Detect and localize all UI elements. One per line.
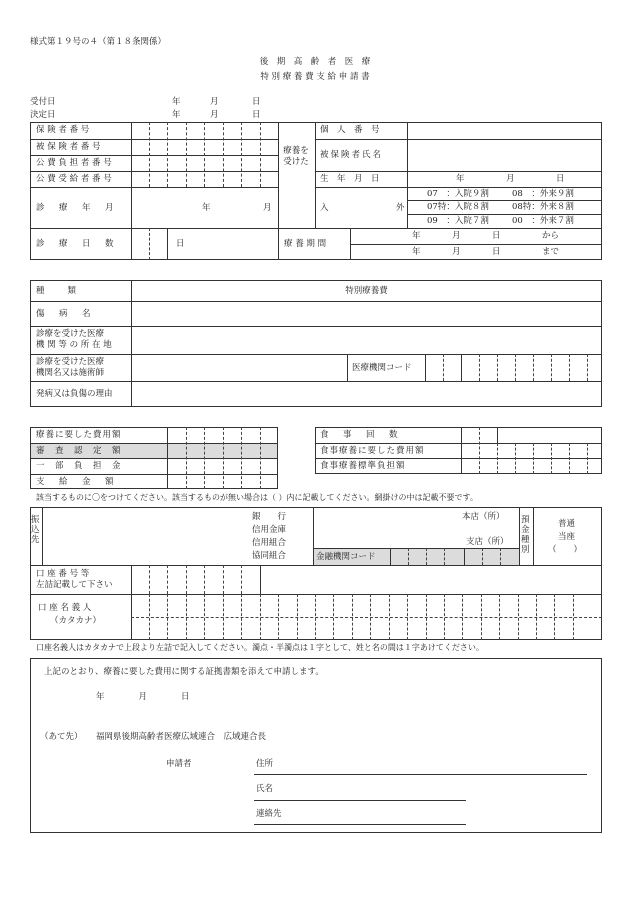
deposit-other[interactable]: （ ） <box>548 545 583 555</box>
katakana-note: 口座名義人はカタカナで上段より左詰で記入してください。濁点・半濁点は１字として、姓と名の間は１字あけてください。 <box>36 643 484 652</box>
account-holder-label-1: 口 座 名 義 人 <box>38 603 92 613</box>
meal-cost-label: 食事療養に要した費用額 <box>320 446 425 456</box>
exam-days-unit: 日 <box>176 239 185 249</box>
decided-month: 月 <box>210 110 219 120</box>
clinic-name-label-1: 診療を受けた医療 <box>36 357 105 367</box>
branch-office-label: 支店（所） <box>466 537 509 547</box>
accepted-date-label: 受付日 <box>30 97 56 107</box>
code-08: 08 ：外来９割 <box>512 189 574 199</box>
code-00: 00 ：外来７割 <box>512 216 574 226</box>
copay-label: 一 部 負 担 金 <box>36 461 122 471</box>
clinic-address-label-1: 診療を受けた医療 <box>36 329 105 339</box>
contact-label: 連絡先 <box>256 809 282 819</box>
declaration-date: 年 月 日 <box>96 692 190 702</box>
decided-date-label: 決定日 <box>30 110 56 120</box>
code-07: 07 ：入院９割 <box>427 189 489 199</box>
addressee: 福岡県後期高齢者医療広域連合 広域連合長 <box>96 732 267 742</box>
code-07t: 07特：入院８割 <box>427 202 489 212</box>
deposit-current[interactable]: 当座 <box>558 532 576 542</box>
type-label: 種 類 <box>36 286 79 296</box>
clinic-address-label-2: 機 関 等 の 所 在 地 <box>36 340 112 350</box>
period-to-label: まで <box>542 247 560 257</box>
name-label: 氏名 <box>256 784 274 794</box>
form-title-line1: 後 期 高 齢 者 医 療 <box>259 57 371 67</box>
financial-code-label: 金融機関コード <box>316 552 376 562</box>
period-from-year: 年 <box>412 231 421 241</box>
applicant-label: 申請者 <box>166 759 192 769</box>
review-amount-label: 審 査 認 定 額 <box>36 446 122 456</box>
code-08t: 08特：外来８割 <box>512 202 574 212</box>
form-title-line2: 特 別 療 養 費 支 給 申 請 書 <box>260 72 370 82</box>
accepted-day: 日 <box>252 97 261 107</box>
insured-name-label: 被保険者氏名 <box>320 150 384 160</box>
decided-day: 日 <box>252 110 261 120</box>
form-number: 様式第１９号の４（第１８条関係） <box>30 37 167 47</box>
reason-label: 発病又は負傷の理由 <box>36 389 113 399</box>
addressee-prefix: （あて先） <box>40 732 83 742</box>
type-value: 特別療養費 <box>345 286 388 296</box>
birth-day: 日 <box>556 174 565 184</box>
birth-year: 年 <box>456 174 465 184</box>
meal-count-label: 食 事 回 数 <box>320 430 401 440</box>
bank-type-shinkin: 信用金庫 <box>252 525 287 535</box>
clinic-name-label-2: 機関名又は施術師 <box>36 368 105 378</box>
exam-year: 年 <box>202 203 211 213</box>
bank-type-shinkumi: 信用組合 <box>252 538 287 548</box>
treatment-recipient-label: 療養を受けた <box>283 146 309 167</box>
name-line[interactable] <box>254 800 466 801</box>
period-to-day: 日 <box>492 247 501 257</box>
birth-date-label: 生 年 月 日 <box>320 174 380 184</box>
personal-number-label: 個 人 番 号 <box>320 125 380 135</box>
declaration-section <box>30 658 602 833</box>
deposit-type-label: 預金種別 <box>521 515 530 555</box>
insurer-number-label: 保 険 者 番 号 <box>36 125 90 135</box>
accepted-month: 月 <box>210 97 219 107</box>
bank-type-bank: 銀 行 <box>252 512 287 522</box>
account-holder-label-2: （カタカナ） <box>50 616 102 626</box>
disease-name-label: 傷 病 名 <box>36 309 94 319</box>
period-from-label: から <box>542 231 560 241</box>
account-number-label-1: 口 座 番 号 等 <box>36 569 90 579</box>
out-label: 外 <box>396 203 405 213</box>
decided-year: 年 <box>172 110 181 120</box>
address-line[interactable] <box>254 774 587 775</box>
payment-amount-label: 支 給 金 額 <box>36 477 117 487</box>
deposit-ordinary[interactable]: 普通 <box>558 519 576 529</box>
medical-code-label: 医療機関コード <box>352 363 412 373</box>
exam-month: 月 <box>263 203 272 213</box>
bank-section <box>30 507 602 640</box>
public-payer-number-label: 公 費 負 担 者 番 号 <box>36 158 112 168</box>
exam-year-month-label: 診 療 年 月 <box>36 203 117 213</box>
meal-standard-label: 食事療養標準負担額 <box>320 461 406 471</box>
cost-total-label: 療養に要した費用額 <box>36 430 122 440</box>
period-to-year: 年 <box>412 247 421 257</box>
declaration-text: 上記のとおり、療養に要した費用に関する証拠書類を添えて申請します。 <box>44 667 324 677</box>
exam-days-label: 診 療 日 数 <box>36 239 117 249</box>
transfer-label: 振込先 <box>31 515 40 545</box>
public-recipient-number-label: 公 費 受 給 者 番 号 <box>36 174 112 184</box>
period-to-month: 月 <box>452 247 461 257</box>
address-label: 住所 <box>256 759 274 769</box>
code-09: 09 ：入院７割 <box>427 216 489 226</box>
period-from-month: 月 <box>452 231 461 241</box>
bank-type-kyodo: 協同組合 <box>252 551 287 561</box>
in-label: 入 <box>320 203 329 213</box>
accepted-year: 年 <box>172 97 181 107</box>
insured-number-label: 被 保 険 者 番 号 <box>36 142 101 152</box>
account-number-label-2: 左詰記載して下さい <box>36 580 113 590</box>
treatment-details-section <box>30 280 602 407</box>
instruction-circle: 該当するものに〇をつけてください。該当するものが無い場合は（ ）内に記載してください。網掛けの中は記載不要です。 <box>36 493 478 502</box>
period-from-day: 日 <box>492 231 501 241</box>
treatment-period-label: 療 養 期 間 <box>284 239 327 249</box>
birth-month: 月 <box>506 174 515 184</box>
contact-line[interactable] <box>254 824 466 825</box>
head-office-label: 本店（所） <box>462 512 505 522</box>
